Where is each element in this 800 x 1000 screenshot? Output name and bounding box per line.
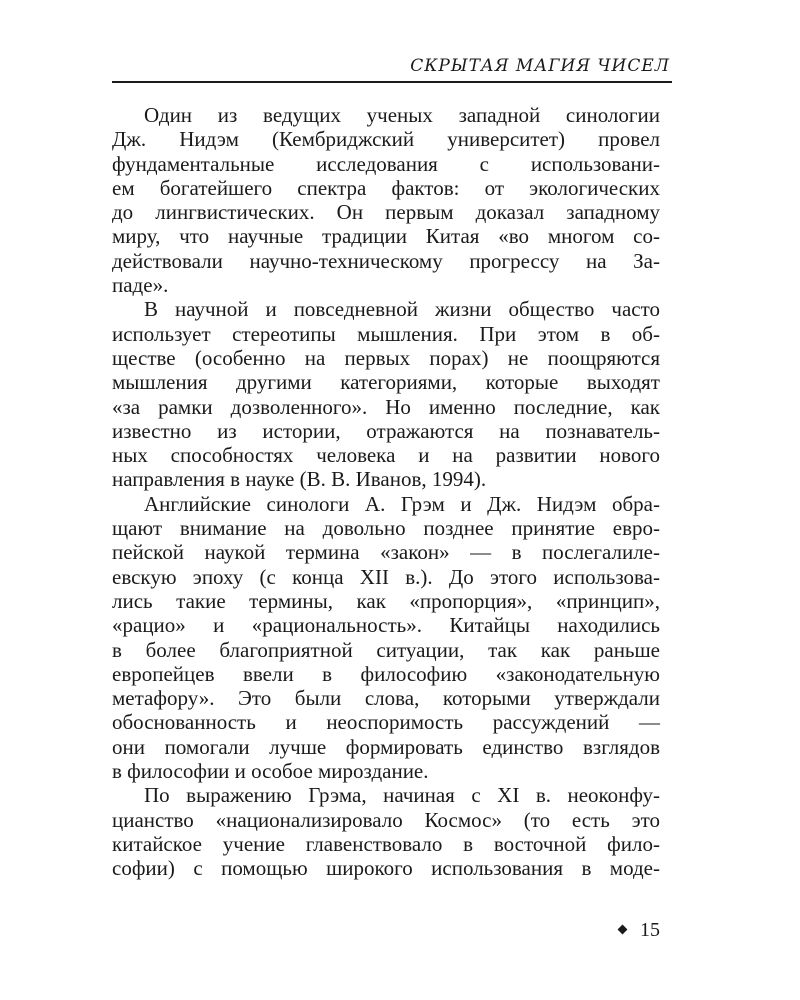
text-line: Один из ведущих ученых западной синологии — [144, 103, 660, 127]
text-line: паде». — [112, 273, 169, 298]
diamond-ornament-icon — [618, 924, 628, 934]
text-line: китайское учение главенствовало в восточной фило- — [112, 831, 660, 856]
body-text — [112, 103, 660, 881]
text-line: в философии и особое мироздание. — [112, 759, 429, 784]
text-line: софии) с помощью широкого использования в моде- — [112, 856, 660, 881]
text-line: метафору». Это были слова, которыми утверждали — [112, 686, 660, 711]
page-number: 15 — [640, 919, 660, 941]
page-footer — [619, 919, 660, 942]
text-line: ем богатейшего спектра фактов: от экологических — [112, 175, 660, 200]
text-line: направления в науке (В. В. Иванов, 1994). — [112, 467, 487, 492]
text-line: «за рамки дозволенного». Но именно последние, как — [112, 394, 660, 419]
text-line: действовали научно-техническому прогрессу на За- — [112, 248, 660, 273]
text-line: По выражению Грэма, начиная с XI в. неоконфу- — [144, 783, 660, 808]
header-rule — [112, 81, 672, 83]
text-line: использует стереотипы мышления. При этом в об- — [112, 321, 660, 346]
text-line: миру, что научные традиции Китая «во многом со- — [112, 224, 660, 249]
text-line: они помогали лучше формировать единство взглядов — [112, 734, 660, 759]
text-line: щают внимание на довольно позднее принятие евро- — [112, 516, 660, 541]
text-line: европейцев ввели в философию «законодательную — [112, 661, 660, 686]
text-line: «рацио» и «рациональность». Китайцы находились — [112, 613, 660, 638]
text-line: обоснованность и неоспоримость рассуждений — — [112, 710, 660, 735]
text-line: пейской наукой термина «закон» — в послегалиле- — [112, 540, 660, 565]
text-line: известно из истории, отражаются на познаватель- — [112, 418, 660, 443]
text-line: цианство «национализировало Космос» (то есть это — [112, 807, 660, 832]
text-line: ных способностях человека и на развитии нового — [112, 443, 660, 468]
text-line: мышления другими категориями, которые выходят — [112, 370, 660, 395]
text-line: ществе (особенно на первых порах) не поощряются — [112, 345, 660, 370]
text-line: Дж. Нидэм (Кембриджский университет) провел — [112, 127, 660, 152]
text-line: фундаментальные исследования с использовани- — [112, 151, 660, 176]
text-line: евскую эпоху (с конца XII в.). До этого использова- — [112, 564, 660, 589]
running-head: СКРЫТАЯ МАГИЯ ЧИСЕЛ — [410, 56, 670, 76]
text-line: В научной и повседневной жизни общество часто — [144, 297, 660, 322]
text-line: до лингвистических. Он первым доказал западному — [112, 200, 660, 225]
text-line: в более благоприятной ситуации, так как раньше — [112, 637, 660, 662]
text-line: лись такие термины, как «пропорция», «принцип», — [112, 588, 660, 613]
text-line: Английские синологи А. Грэм и Дж. Нидэм обра- — [144, 491, 660, 516]
